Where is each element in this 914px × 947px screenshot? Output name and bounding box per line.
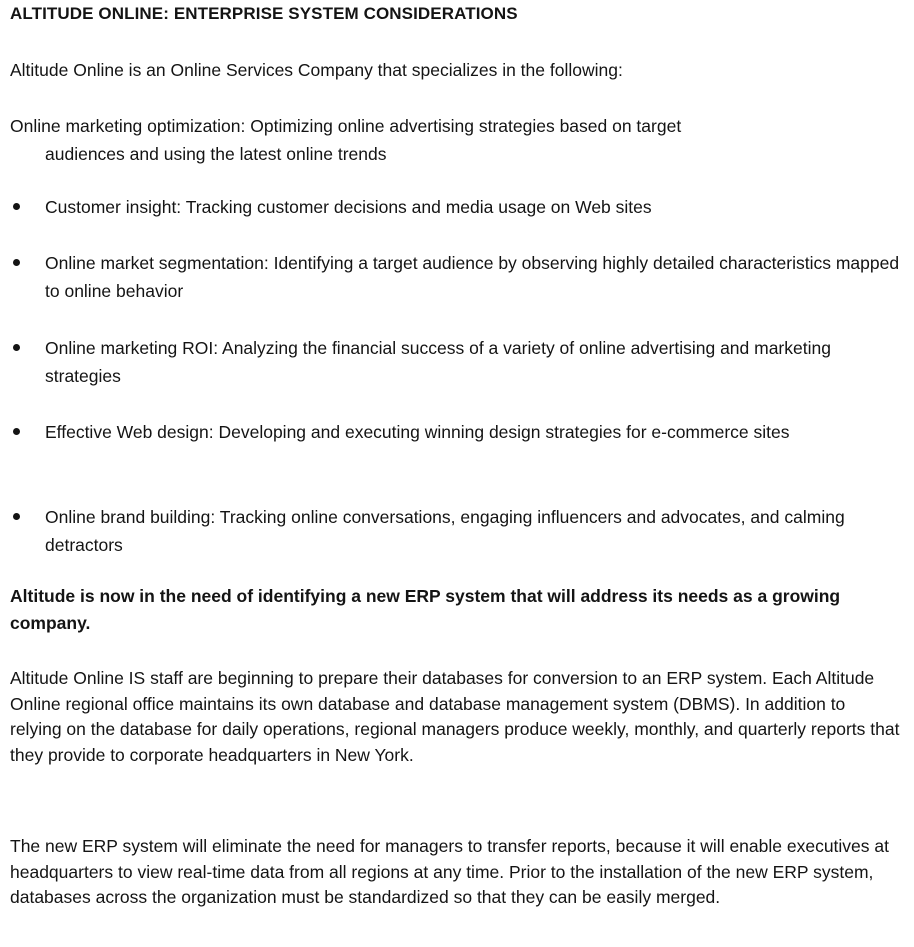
need-statement: Altitude is now in the need of identifying a new ERP system that will address its needs as a growing company. [10, 586, 841, 633]
service-item-marketing-optimization [10, 112, 870, 168]
document-title: ALTITUDE ONLINE: ENTERPRISE SYSTEM CONSIDERATIONS [10, 4, 518, 23]
list-item-text: Online brand building: Tracking online conversations, engaging influencers and advocates, and calming detractors [45, 507, 845, 555]
bullet-icon [13, 259, 20, 266]
bullet-icon [13, 428, 20, 435]
paragraph-erp-benefits: The new ERP system will eliminate the need for managers to transfer reports, because it will enable executives at headquarters to view real-time data from all regions at any time. Prior to the installation of the new ERP system, databases across the organization must be standardized so that they can be easily merged. [10, 836, 889, 907]
bullet-icon [13, 513, 20, 520]
list-item [10, 249, 900, 305]
service-item-line-2: audiences and using the latest online trends [45, 144, 387, 164]
list-item [10, 418, 900, 446]
service-item-line-1: Online marketing optimization: Optimizing online advertising strategies based on target [10, 116, 682, 136]
list-item [10, 334, 900, 390]
list-item [10, 193, 900, 221]
list-item-text: Online marketing ROI: Analyzing the financial success of a variety of online advertising and marketing strategies [45, 338, 831, 386]
paragraph-database-preparation: Altitude Online IS staff are beginning to prepare their databases for conversion to an ERP system. Each Altitude Online regional office maintains its own database and database management system (DBMS). In addition to relying on the database for daily operations, regional managers produce weekly, monthly, and quarterly reports that they provide to corporate headquarters in New York. [10, 668, 900, 765]
list-item [10, 503, 900, 559]
bullet-icon [13, 203, 20, 210]
list-item-text: Online market segmentation: Identifying a target audience by observing highly detailed characteristics mapped to online behavior [45, 253, 900, 301]
intro-text: Altitude Online is an Online Services Company that specializes in the following: [10, 60, 623, 80]
list-item-text: Effective Web design: Developing and executing winning design strategies for e-commerce sites [45, 422, 790, 442]
list-item-text: Customer insight: Tracking customer decisions and media usage on Web sites [45, 197, 652, 217]
bullet-icon [13, 344, 20, 351]
